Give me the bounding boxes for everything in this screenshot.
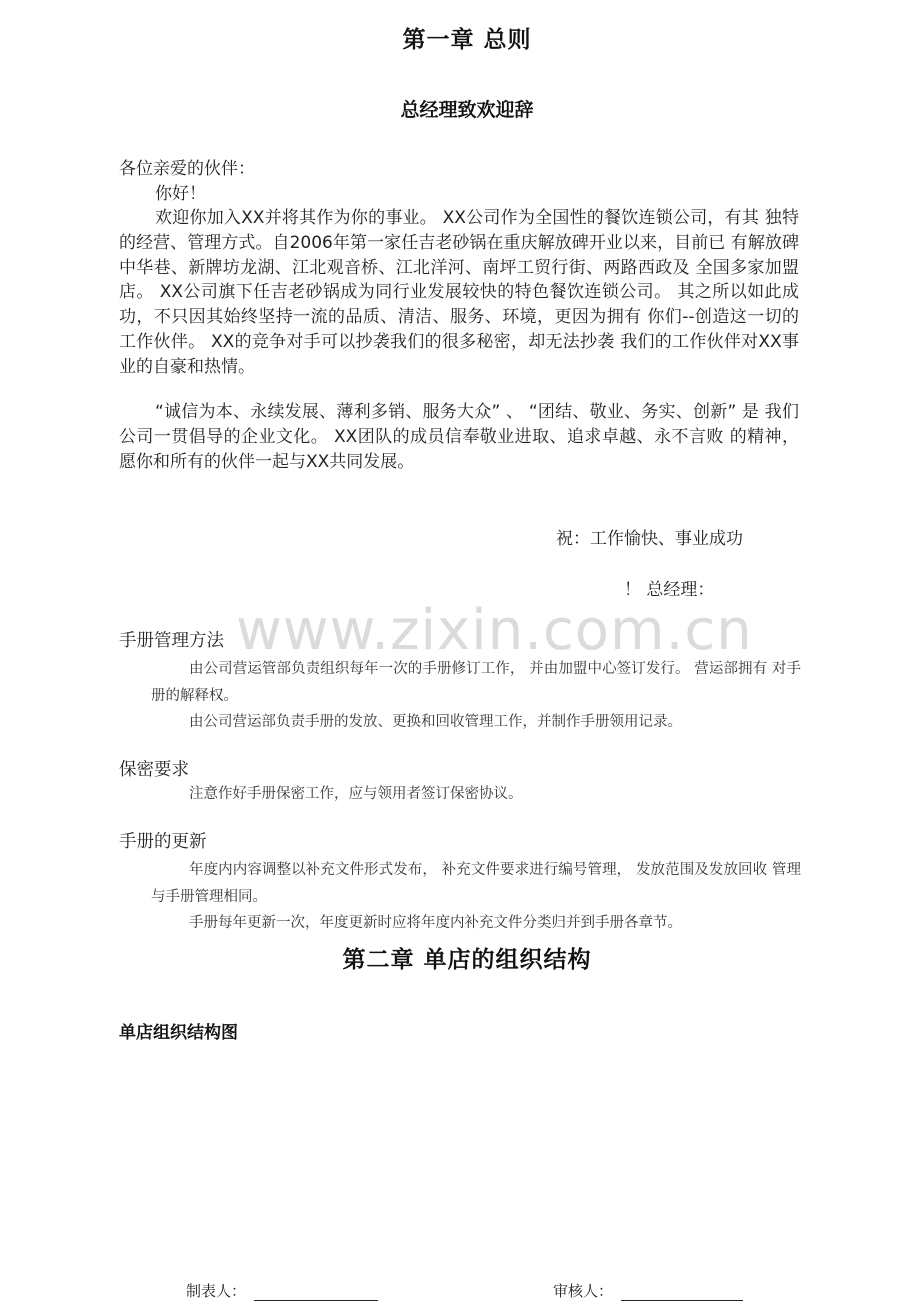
hello: 你好！ [155,184,206,204]
watermark: www.zixin.com.cn [236,598,753,663]
maker-label: 制表人： [186,1282,247,1300]
reviewer-label: 审核人： [553,1282,614,1300]
manual-mgmt-paragraph-1: 由公司营运管部负责组织每年一次的手册修订工作， 并由加盟中心签订发行。 营运部拥有 对手册的解释权。 [151,661,801,704]
maker-signature-line [254,1286,378,1301]
chapter-1-title: 第一章 总则 [402,27,532,53]
org-chart-title: 单店组织结构图 [119,1023,238,1043]
update-title: 手册的更新 [119,832,207,852]
confidential-paragraph-1: 注意作好手册保密工作，应与领用者签订保密协议。 [189,786,523,802]
manual-mgmt-paragraph-2: 由公司营运部负责手册的发放、更换和回收管理工作，并制作手册领用记录。 [189,714,682,730]
wish-line: 祝：工作愉快、事业成功 [556,529,743,549]
update-paragraph-1: 年度内内容调整以补充文件形式发布， 补充文件要求进行编号管理， 发放范围及发放回收 管理与手册管理相同。 [151,862,801,905]
reviewer-field [553,1280,743,1301]
welcome-title: 总经理致欢迎辞 [400,99,534,121]
update-paragraph-2: 手册每年更新一次，年度更新时应将年度内补充文件分类归并到手册各章节。 [189,915,682,931]
manual-mgmt-title: 手册管理方法 [119,631,224,651]
greeting: 各位亲爱的伙伴： [119,159,255,179]
chapter-2-title: 第二章 单店的组织结构 [342,947,592,973]
gm-signature: ！ 总经理： [624,580,715,600]
reviewer-signature-line [621,1286,743,1301]
confidential-title: 保密要求 [119,760,189,780]
maker-field [186,1280,378,1301]
welcome-paragraph-1: 欢迎你加入XX并将其作为你的事业。 XX公司作为全国性的餐饮连锁公司，有其 独特的经营、管理方式。自2006年第一家任吉老砂锅在重庆解放碑开业以来，目前已 有解放碑中华巷、新牌坊龙湖、江北观音桥、江北洋河、南坪工贸行街、两路西政及 全国多家加盟店。 XX公司旗下任吉老砂锅成为同行业发展较快的特色餐饮连锁公司。 其之所以如此成功，不只因其始终坚持一流的品质、清洁、服务、环境，更因为拥有 你们--创造这一切的工作伙伴。 XX的竞争对手可以抄袭我们的很多秘密，却无法抄袭 我们的工作伙伴对XX事业的自豪和热情。 [119,208,799,377]
welcome-paragraph-2: “诚信为本、永续发展、薄利多销、服务大众” 、 “团结、敬业、务实、创新” 是 我们公司一贯倡导的企业文化。 XX团队的成员信奉敬业进取、追求卓越、永不言败 的精神，愿你和所有的伙伴一起与XX共同发展。 [119,402,799,472]
